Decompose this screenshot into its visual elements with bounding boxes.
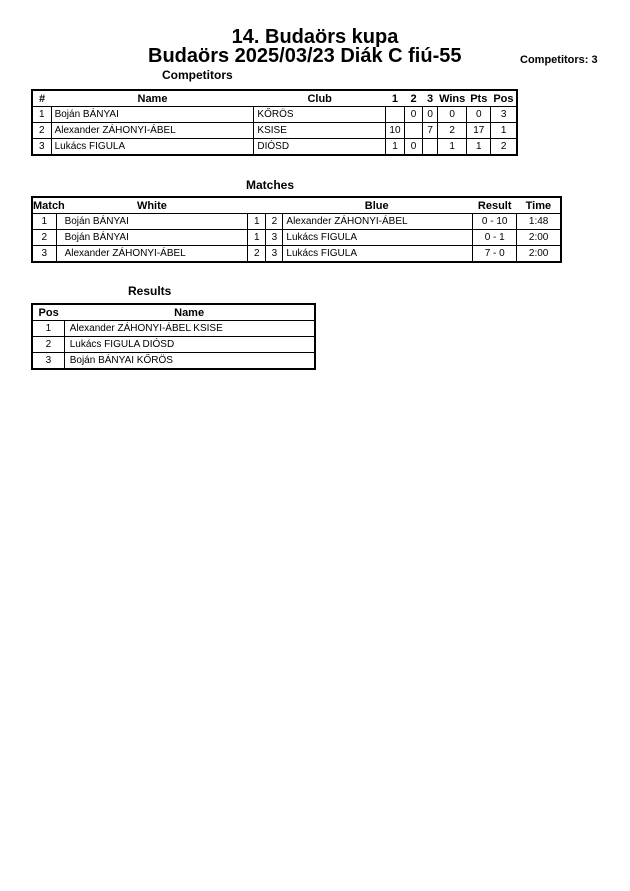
match-number: 3: [32, 246, 56, 263]
table-row: [32, 214, 561, 230]
col-header-name: Name: [51, 90, 254, 107]
col-header-match: Match: [32, 197, 56, 214]
competitor-pos: 2: [491, 139, 517, 156]
table-row: [32, 107, 517, 123]
result-name: Boján BÁNYAI KŐRÖS: [64, 353, 315, 370]
match-result: 0 - 10: [473, 214, 517, 230]
result-name: Alexander ZÁHONYI-ÁBEL KSISE: [64, 321, 315, 337]
col-header-3: 3: [423, 90, 438, 107]
white-competitor-num: 2: [248, 246, 266, 263]
competitor-pos: 3: [491, 107, 517, 123]
competitor-club: KSISE: [254, 123, 386, 139]
score-vs-3: [423, 139, 438, 156]
match-number: 1: [32, 214, 56, 230]
match-result: 0 - 1: [473, 230, 517, 246]
result-pos: 3: [32, 353, 64, 370]
result-pos: 2: [32, 337, 64, 353]
competitor-club: KŐRÖS: [254, 107, 386, 123]
competitor-pts: 1: [467, 139, 491, 156]
competitor-wins: 0: [438, 107, 467, 123]
results-table: [31, 303, 316, 370]
matches-table: [31, 196, 562, 263]
competitor-wins: 1: [438, 139, 467, 156]
competitors-section-title: Competitors: [162, 68, 233, 82]
competitor-pts: 17: [467, 123, 491, 139]
page-subtitle: Budaörs 2025/03/23 Diák C fiú-55: [148, 45, 462, 67]
col-header-1: 1: [385, 90, 404, 107]
blue-competitor: Lukács FIGULA: [283, 230, 473, 246]
white-competitor: Alexander ZÁHONYI-ÁBEL: [56, 246, 248, 263]
table-row: [32, 337, 315, 353]
col-header-pos: Pos: [32, 304, 64, 321]
match-time: 2:00: [517, 230, 561, 246]
score-vs-3: 7: [423, 123, 438, 139]
score-vs-1: [385, 107, 404, 123]
white-competitor-num: 1: [248, 214, 266, 230]
score-vs-2: [405, 123, 423, 139]
table-row: [32, 230, 561, 246]
results-section-title: Results: [128, 284, 172, 298]
table-row: [32, 139, 517, 156]
page-title: 14. Budaörs kupa: [231, 26, 399, 48]
score-vs-2: 0: [405, 139, 423, 156]
competitor-num: 2: [32, 123, 51, 139]
col-header-2: 2: [405, 90, 423, 107]
match-number: 2: [32, 230, 56, 246]
blue-competitor-num: 3: [266, 246, 283, 263]
table-row: [32, 123, 517, 139]
competitors-table: [31, 89, 518, 156]
result-name: Lukács FIGULA DIÓSD: [64, 337, 315, 353]
score-vs-3: 0: [423, 107, 438, 123]
col-header-name: Name: [64, 304, 315, 321]
white-competitor-num: 1: [248, 230, 266, 246]
results-header-row: [32, 304, 315, 321]
col-header-pos: Pos: [491, 90, 517, 107]
competitor-pts: 0: [467, 107, 491, 123]
matches-header-row: [32, 197, 561, 214]
col-header-club: Club: [254, 90, 386, 107]
competitor-num: 3: [32, 139, 51, 156]
table-row: [32, 353, 315, 370]
col-header-blue: Blue: [248, 197, 473, 214]
match-time: 2:00: [517, 246, 561, 263]
competitor-num: 1: [32, 107, 51, 123]
col-header-num: #: [32, 90, 51, 107]
competitor-name: Alexander ZÁHONYI-ÁBEL: [51, 123, 254, 139]
competitors-count: Competitors: 3: [520, 54, 598, 66]
col-header-result: Result: [473, 197, 517, 214]
white-competitor: Boján BÁNYAI: [56, 214, 248, 230]
match-result: 7 - 0: [473, 246, 517, 263]
competitor-wins: 2: [438, 123, 467, 139]
blue-competitor-num: 3: [266, 230, 283, 246]
col-header-white: White: [56, 197, 248, 214]
table-row: [32, 246, 561, 263]
competitors-header-row: [32, 90, 517, 107]
competitor-name: Lukács FIGULA: [51, 139, 254, 156]
matches-section-title: Matches: [246, 178, 295, 192]
col-header-pts: Pts: [467, 90, 491, 107]
competitor-name: Boján BÁNYAI: [51, 107, 254, 123]
blue-competitor-num: 2: [266, 214, 283, 230]
score-vs-1: 10: [385, 123, 404, 139]
table-row: [32, 321, 315, 337]
blue-competitor: Alexander ZÁHONYI-ÁBEL: [283, 214, 473, 230]
col-header-wins: Wins: [438, 90, 467, 107]
match-time: 1:48: [517, 214, 561, 230]
white-competitor: Boján BÁNYAI: [56, 230, 248, 246]
competitor-club: DIÓSD: [254, 139, 386, 156]
competitor-pos: 1: [491, 123, 517, 139]
score-vs-1: 1: [385, 139, 404, 156]
result-pos: 1: [32, 321, 64, 337]
blue-competitor: Lukács FIGULA: [283, 246, 473, 263]
score-vs-2: 0: [405, 107, 423, 123]
col-header-time: Time: [517, 197, 561, 214]
